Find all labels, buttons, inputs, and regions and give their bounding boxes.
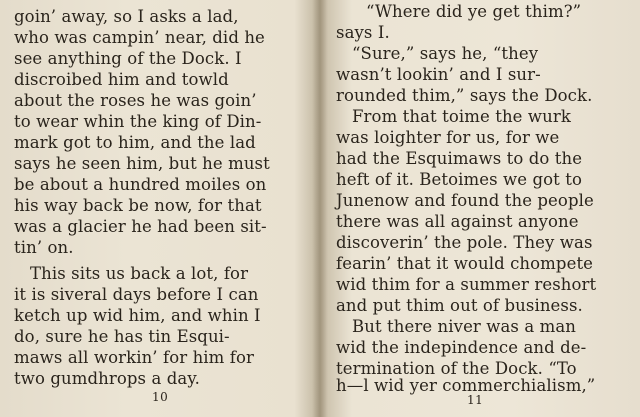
right-page: [322, 0, 640, 417]
text-line: be about a hundred moiles on: [14, 175, 267, 194]
text-line: was a glacier he had been sit-: [14, 217, 267, 236]
text-line: h—l wid yer commerchialism,”: [336, 376, 596, 395]
text-line: wid the indepindence and de-: [336, 338, 587, 357]
text-line: [14, 7, 296, 27]
text-line: heft of it. Betoimes we got to: [336, 170, 582, 189]
text-line: to wear whin the king of Din-: [14, 112, 262, 131]
text-line: fearin’ that it would chompete: [336, 254, 594, 273]
text-line: says I.: [336, 23, 390, 42]
text-line: From that toime the wurk: [352, 107, 571, 126]
text-line: wid thim for a summer reshort: [336, 275, 597, 294]
text-line: discroibed him and towld: [14, 70, 229, 89]
text-line: tin’ on.: [14, 238, 74, 257]
left-page: [0, 0, 318, 417]
text-line: about the roses he was goin’: [14, 91, 257, 110]
text-line: see anything of the Dock. I: [14, 49, 242, 68]
text-line: “Sure,” says he, “they: [352, 44, 539, 63]
text-line: This sits us back a lot, for: [30, 264, 249, 283]
text-line: there was all against anyone: [336, 212, 579, 231]
text-line: do, sure he has tin Esqui-: [14, 327, 230, 346]
text-line: mark got to him, and the lad: [14, 133, 256, 152]
text-line: had the Esquimaws to do the: [336, 149, 583, 168]
text-line: it is siveral days before I can: [14, 285, 259, 304]
text-line: termination of the Dock. “To: [336, 359, 577, 378]
text-line: and put thim out of business.: [336, 296, 583, 315]
text-line: “Where did ye get thim?”: [366, 2, 582, 21]
text-line: maws all workin’ for him for: [14, 348, 254, 367]
text-line: who was campin’ near, did he: [14, 28, 265, 47]
text-line: discoverin’ the pole. They was: [336, 233, 593, 252]
text-line: his way back be now, for that: [14, 196, 262, 215]
text-line: ketch up wid him, and whin I: [14, 306, 261, 325]
page-number: 11: [467, 393, 484, 407]
page-number: 10: [152, 390, 169, 404]
text-line: But there niver was a man: [352, 317, 577, 336]
text-line: wasn’t lookin’ and I sur-: [336, 65, 541, 84]
line-text: goin’ away, so I asks a lad,: [14, 7, 239, 26]
text-line: rounded thim,” says the Dock.: [336, 86, 593, 105]
text-line: Junenow and found the people: [336, 191, 594, 210]
text-line: says he seen him, but he must: [14, 154, 270, 173]
text-line: was loighter for us, for we: [336, 128, 560, 147]
text-line: two gumdhrops a day.: [14, 369, 200, 388]
